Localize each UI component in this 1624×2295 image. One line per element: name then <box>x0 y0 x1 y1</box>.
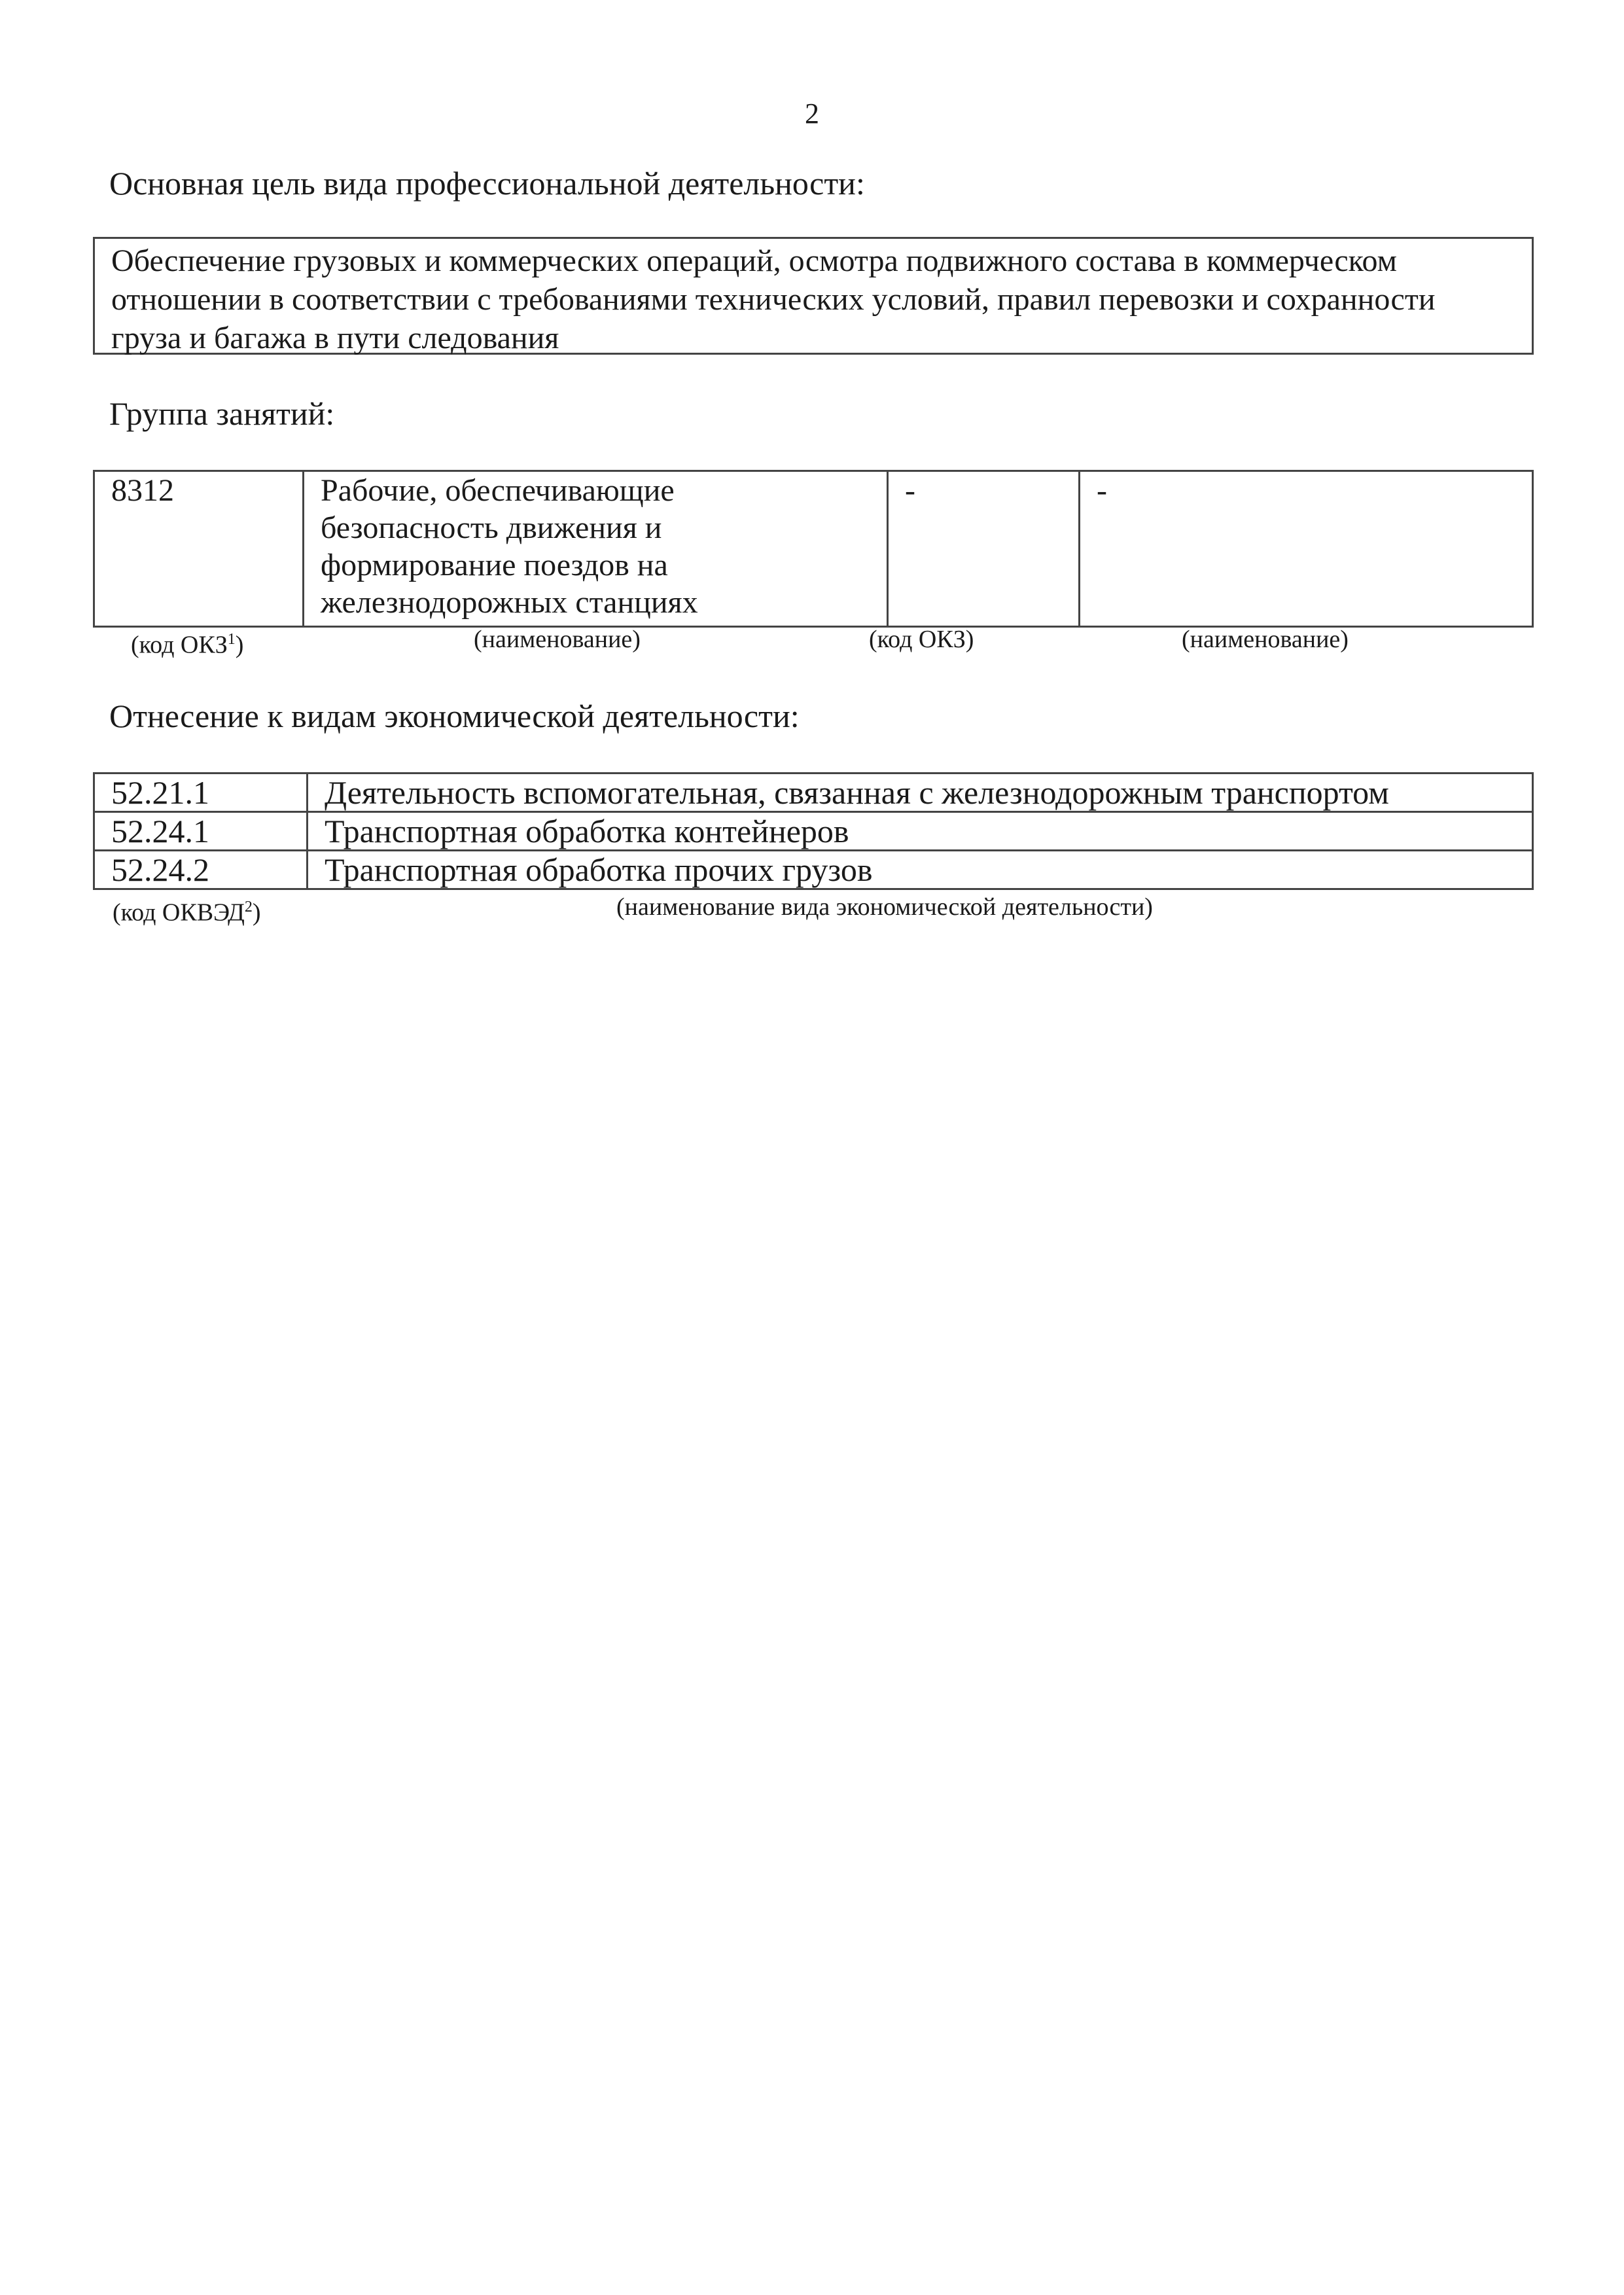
footnote-mark: 1 <box>227 631 236 648</box>
main-goal-heading: Основная цель вида профессиональной деятельности: <box>109 165 865 202</box>
caption-okved-code <box>113 893 261 927</box>
okz-code2-cell: - <box>888 471 1080 627</box>
table-row <box>94 471 1533 627</box>
okved-name-cell: Транспортная обработка прочих грузов <box>308 851 1533 889</box>
main-goal-line: груза и багажа в пути следования <box>111 321 559 355</box>
okved-code-cell: 52.24.1 <box>94 812 308 851</box>
okved-code-cell: 52.21.1 <box>94 774 308 812</box>
caption-okz-name: (наименование) <box>474 626 641 653</box>
okz-name-line: безопасность движения и <box>321 510 662 545</box>
main-goal-line: Обеспечение грузовых и коммерческих операций, осмотра подвижного состава в коммерческом <box>111 243 1397 278</box>
footnote-mark: 2 <box>244 898 253 916</box>
caption-okz-name2: (наименование) <box>1182 626 1349 653</box>
economic-activity-table <box>93 772 1534 890</box>
okz-name-cell <box>304 471 888 627</box>
okz-code-cell: 8312 <box>94 471 304 627</box>
occupation-group-heading: Группа занятий: <box>109 395 335 432</box>
okz-name-line: железнодорожных станциях <box>321 585 698 620</box>
caption-okz-code2: (код ОКЗ) <box>869 626 974 653</box>
main-goal-box <box>93 237 1534 355</box>
caption-text: ) <box>235 631 244 659</box>
page-number: 2 <box>805 98 819 130</box>
okz-name-line: формирование поездов на <box>321 548 668 582</box>
table-row <box>94 812 1533 851</box>
okz-name2-cell: - <box>1080 471 1533 627</box>
table-row <box>94 851 1533 889</box>
caption-okved-name: (наименование вида экономической деятельности) <box>616 893 1153 921</box>
occupation-group-table <box>93 470 1534 628</box>
caption-okz-code <box>131 625 243 660</box>
table-row <box>94 774 1533 812</box>
caption-text: (код ОКВЭД <box>113 898 245 927</box>
okved-code-cell: 52.24.2 <box>94 851 308 889</box>
caption-text: ) <box>252 898 261 927</box>
economic-activity-heading: Отнесение к видам экономической деятельности: <box>109 698 800 734</box>
okved-name-cell: Деятельность вспомогательная, связанная с железнодорожным транспортом <box>308 774 1533 812</box>
okz-name-line: Рабочие, обеспечивающие <box>321 473 675 508</box>
main-goal-line: отношении в соответствии с требованиями технических условий, правил перевозки и сохранности <box>111 282 1436 317</box>
caption-text: (код ОКЗ <box>131 631 228 659</box>
okved-name-cell: Транспортная обработка контейнеров <box>308 812 1533 851</box>
